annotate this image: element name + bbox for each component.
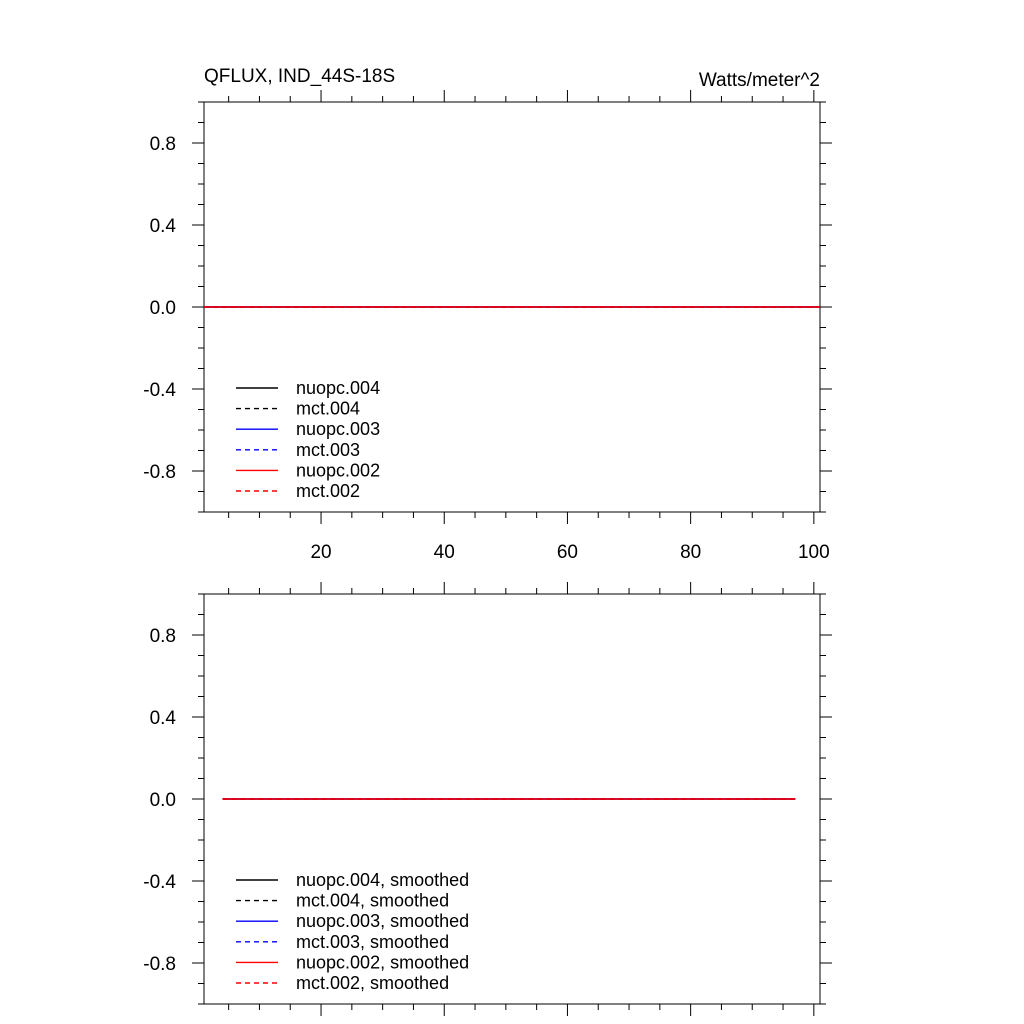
y-tick-label: 0.4 (149, 216, 176, 237)
y-tick-label: -0.8 (143, 462, 176, 483)
chart-units: Watts/meter^2 (698, 70, 820, 91)
x-tick-label: 40 (433, 542, 455, 563)
y-tick-label: 0.4 (149, 708, 176, 729)
legend-label: mct.004, smoothed (296, 890, 450, 911)
y-tick-label: 0.0 (149, 790, 176, 811)
bottom-panel (143, 582, 832, 1016)
legend-label: mct.003, smoothed (296, 931, 450, 952)
legend-label: mct.002, smoothed (296, 973, 450, 993)
legend-label: nuopc.004 (296, 378, 381, 398)
y-tick-label: 0.8 (149, 134, 176, 155)
legend-label: mct.002 (296, 481, 361, 501)
legend-label: mct.004 (296, 398, 361, 419)
legend-label: nuopc.003 (296, 419, 381, 440)
x-tick-label: 60 (556, 542, 579, 563)
legend-label: nuopc.003, smoothed (296, 911, 470, 932)
legend-label: nuopc.002, smoothed (296, 952, 470, 973)
y-tick-label: -0.8 (143, 954, 176, 975)
top-panel (143, 90, 832, 563)
x-tick-label: 100 (797, 542, 830, 563)
chart-title: QFLUX, IND_44S-18S (204, 66, 396, 87)
legend-label: nuopc.004, smoothed (296, 870, 470, 890)
legend-label: nuopc.002 (296, 460, 381, 481)
y-tick-label: 0.0 (149, 298, 176, 319)
x-tick-label: 20 (310, 542, 332, 563)
y-tick-label: 0.8 (149, 626, 176, 647)
x-tick-label: 80 (680, 542, 702, 563)
y-tick-label: -0.4 (143, 380, 176, 401)
y-tick-label: -0.4 (143, 872, 176, 893)
legend-label: mct.003 (296, 439, 361, 460)
